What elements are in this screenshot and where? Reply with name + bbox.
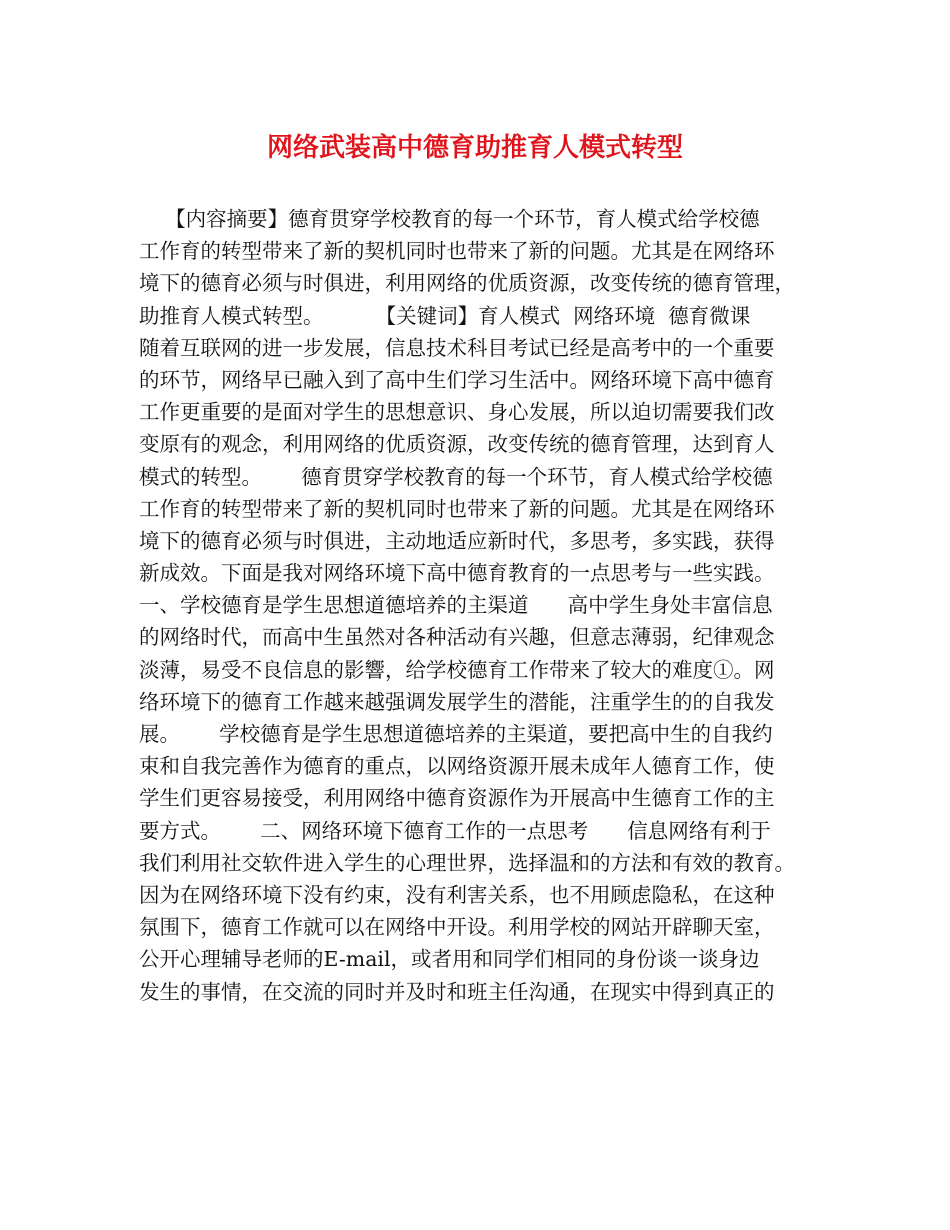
body-line: 的网络时代，而高中生虽然对各种活动有兴趣，但意志薄弱，纪律观念	[139, 625, 775, 650]
body-line: 境下的德育必须与时俱进，主动地适应新时代，多思考，多实践，获得	[139, 528, 775, 553]
document-title: 网络武装高中德育助推育人模式转型	[266, 133, 683, 163]
body-line: 工作育的转型带来了新的契机同时也带来了新的问题。尤其是在网络环	[139, 496, 775, 521]
body-line: 学生们更容易接受，利用网络中德育资源作为开展高中生德育工作的主	[139, 786, 775, 811]
body-line: 新成效。下面是我对网络环境下高中德育教育的一点思考与一些实践。	[139, 561, 775, 586]
body-line: 助推育人模式转型。 【关键词】育人模式 网络环境 德育微课	[139, 303, 751, 328]
body-line: 【内容摘要】德育贯穿学校教育的每一个环节，育人模式给学校德	[139, 207, 760, 231]
body-line: 工作更重要的是面对学生的思想意识、身心发展，所以迫切需要我们改	[139, 400, 775, 425]
body-line: 展。 学校德育是学生思想道德培养的主渠道，要把高中生的自我约	[139, 722, 773, 746]
body-line: 模式的转型。 德育贯穿学校教育的每一个环节，育人模式给学校德	[139, 464, 773, 489]
body-line: 氛围下，德育工作就可以在网络中开设。利用学校的网站开辟聊天室，	[139, 915, 775, 940]
body-line: 公开心理辅导老师的E-mail，或者用和同学们相同的身份谈一谈身边	[139, 947, 760, 972]
body-line: 束和自我完善作为德育的重点，以网络资源开展未成年人德育工作，使	[139, 754, 775, 779]
body-line: 的环节，网络早已融入到了高中生们学习生活中。网络环境下高中德育	[139, 367, 775, 392]
body-line: 工作育的转型带来了新的契机同时也带来了新的问题。尤其是在网络环	[139, 239, 775, 264]
body-line: 因为在网络环境下没有约束，没有利害关系，也不用顾虑隐私，在这种	[139, 882, 775, 907]
body-line: 境下的德育必须与时俱进，利用网络的优质资源，改变传统的德育管理，	[139, 271, 795, 296]
body-line: 发生的事情，在交流的同时并及时和班主任沟通，在现实中得到真正的	[139, 979, 775, 1004]
body-line: 随着互联网的进一步发展，信息技术科目考试已经是高考中的一个重要	[139, 335, 775, 360]
body-line: 要方式。 二、网络环境下德育工作的一点思考 信息网络有利于	[139, 818, 771, 843]
body-line: 我们利用社交软件进入学生的心理世界，选择温和的方法和有效的教育。	[139, 850, 795, 875]
body-line: 一、学校德育是学生思想道德培养的主渠道 高中学生身处丰富信息	[139, 593, 773, 618]
body-line: 络环境下的德育工作越来越强调发展学生的潜能，注重学生的的自我发	[139, 689, 775, 714]
body-line: 淡薄，易受不良信息的影響，给学校德育工作带来了较大的难度①。网	[139, 657, 775, 682]
document-body	[139, 203, 829, 1008]
body-line: 变原有的观念，利用网络的优质资源，改变传统的德育管理，达到育人	[139, 432, 775, 457]
